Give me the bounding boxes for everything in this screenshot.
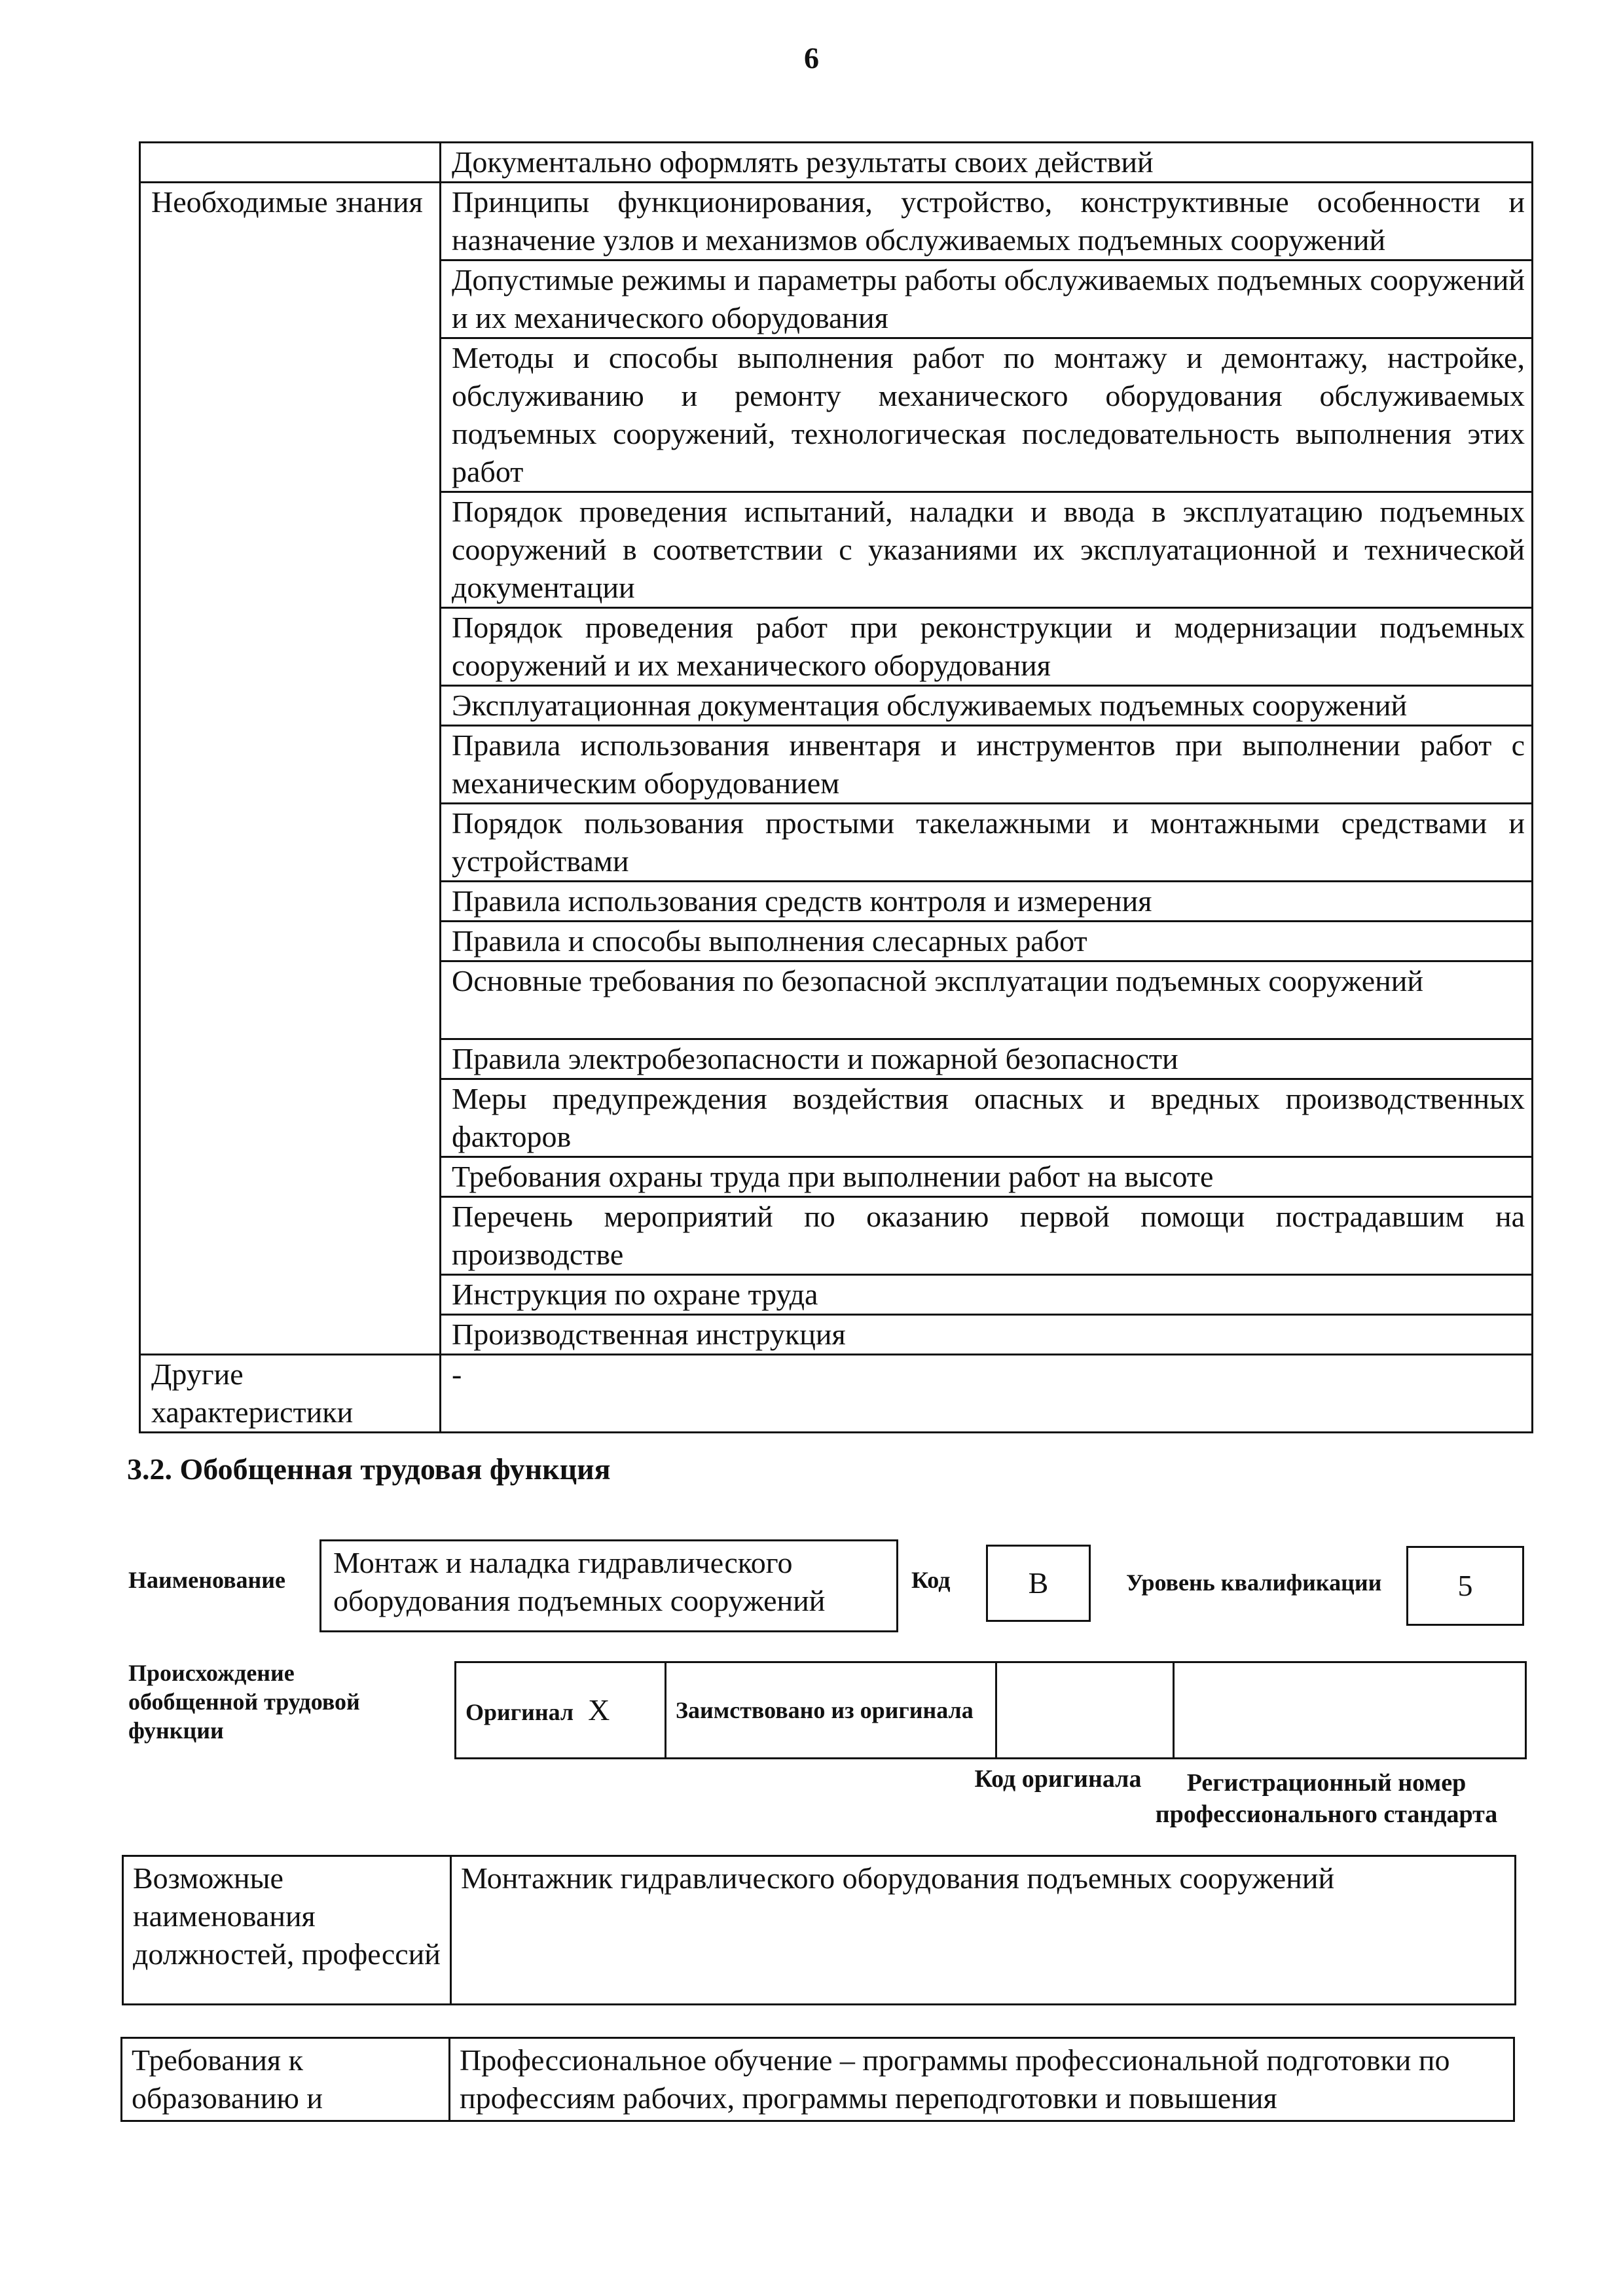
knowledge-item: Порядок проведения испытаний, наладки и ввода в эксплуатацию подъемных сооружений в соответствии с указаниями их эксплуатационной и технической документации xyxy=(441,492,1533,608)
origin-original-cell xyxy=(456,1662,666,1759)
knowledge-item: Основные требования по безопасной эксплуатации подъемных сооружений xyxy=(441,961,1533,1039)
level-label: Уровень квалификации xyxy=(1126,1570,1382,1596)
knowledge-label: Необходимые знания xyxy=(140,183,441,1355)
origin-original-mark: X xyxy=(588,1693,610,1727)
origin-borrowed-label: Заимствовано из оригинала xyxy=(666,1662,996,1759)
knowledge-item: Принципы функционирования, устройство, конструктивные особенности и назначение узлов и механизмов обслуживаемых подъемных сооружений xyxy=(441,183,1533,260)
code-box xyxy=(986,1545,1091,1622)
table-row xyxy=(456,1662,1526,1759)
positions-label: Возможные наименования должностей, профессий xyxy=(123,1856,451,2005)
table-row xyxy=(140,1355,1533,1433)
origin-table xyxy=(454,1661,1527,1759)
name-label: Наименование xyxy=(128,1567,285,1593)
table-row xyxy=(122,2038,1514,2121)
knowledge-item: Правила использования инвентаря и инструментов при выполнении работ с механическим оборудованием xyxy=(441,726,1533,804)
knowledge-item: Правила использования средств контроля и измерения xyxy=(441,882,1533,922)
knowledge-item: Методы и способы выполнения работ по монтажу и демонтажу, настройке, обслуживанию и ремонту механического оборудования обслуживаемых подъемных сооружений, технологическая последовательность выполнения этих работ xyxy=(441,338,1533,492)
action-cell: Документально оформлять результаты своих действий xyxy=(441,143,1533,183)
origin-original-label: Оригинал xyxy=(465,1699,574,1725)
other-label: Другие характеристики xyxy=(140,1355,441,1433)
knowledge-item: Инструкция по охране труда xyxy=(441,1275,1533,1315)
knowledge-item: Меры предупреждения воздействия опасных и вредных производственных факторов xyxy=(441,1079,1533,1157)
name-box xyxy=(319,1539,898,1632)
table-row xyxy=(123,1856,1516,2005)
table-row xyxy=(140,143,1533,183)
code-value: B xyxy=(1028,1566,1049,1600)
knowledge-item: Правила и способы выполнения слесарных работ xyxy=(441,922,1533,961)
knowledge-item: Требования охраны труда при выполнении работ на высоте xyxy=(441,1157,1533,1197)
origin-label: Происхождение обобщенной трудовой функции xyxy=(128,1660,360,1744)
knowledge-table xyxy=(139,141,1533,1433)
empty-label-cell xyxy=(140,143,441,183)
level-box xyxy=(1406,1546,1524,1626)
education-label: Требования к образованию и xyxy=(122,2038,450,2121)
section-title: 3.2. Обобщенная трудовая функция xyxy=(127,1452,611,1486)
origin-reg-caption: Регистрационный номер профессионального стандарта xyxy=(1155,1769,1498,1828)
origin-code-caption: Код оригинала xyxy=(974,1765,1142,1793)
page-number: 6 xyxy=(804,41,819,75)
knowledge-item: Правила электробезопасности и пожарной безопасности xyxy=(441,1039,1533,1079)
name-value: Монтаж и наладка гидравлического оборудования подъемных сооружений xyxy=(333,1546,826,1617)
knowledge-item: Порядок пользования простыми такелажными и монтажными средствами и устройствами xyxy=(441,804,1533,882)
level-value: 5 xyxy=(1457,1569,1473,1602)
table-row xyxy=(140,183,1533,260)
knowledge-item: Производственная инструкция xyxy=(441,1315,1533,1355)
code-label: Код xyxy=(911,1567,951,1593)
knowledge-item: Эксплуатационная документация обслуживаемых подъемных сооружений xyxy=(441,686,1533,726)
education-table xyxy=(120,2037,1515,2122)
knowledge-item: Порядок проведения работ при реконструкции и модернизации подъемных сооружений и их механического оборудования xyxy=(441,608,1533,686)
origin-reg-cell xyxy=(1174,1662,1526,1759)
knowledge-item: Допустимые режимы и параметры работы обслуживаемых подъемных сооружений и их механического оборудования xyxy=(441,260,1533,338)
knowledge-item: Перечень мероприятий по оказанию первой помощи пострадавшим на производстве xyxy=(441,1197,1533,1275)
other-value: - xyxy=(441,1355,1533,1433)
origin-code-cell xyxy=(996,1662,1174,1759)
positions-value: Монтажник гидравлического оборудования подъемных сооружений xyxy=(451,1856,1516,2005)
positions-table xyxy=(122,1855,1516,2005)
education-value: Профессиональное обучение – программы профессиональной подготовки по профессиям рабочих, программы переподготовки и повышения xyxy=(450,2038,1514,2121)
